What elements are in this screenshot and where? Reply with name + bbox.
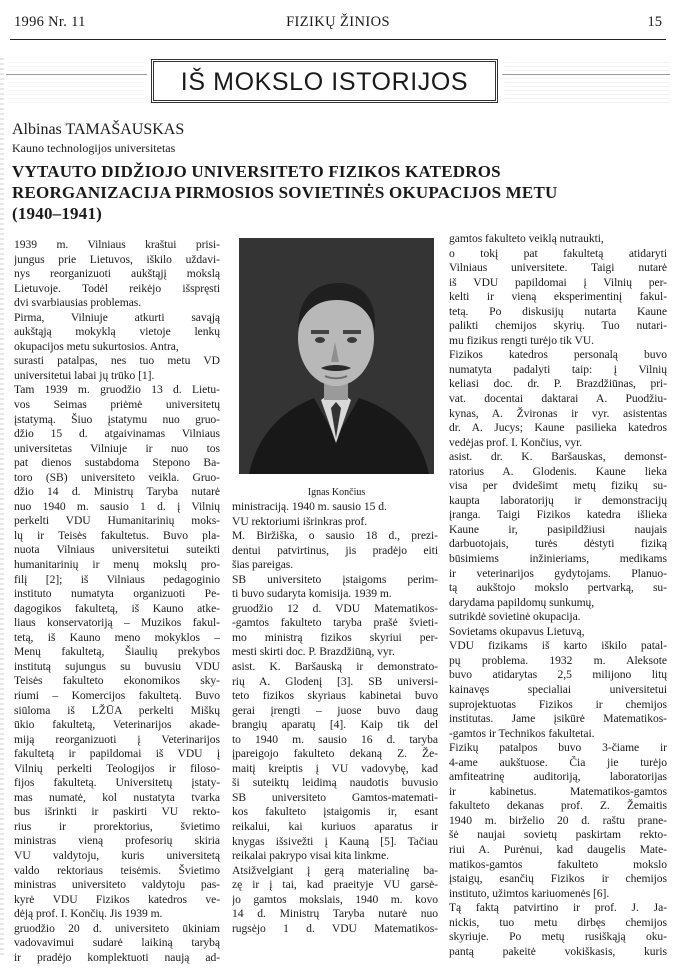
text-line: institutas. Jame įsikūrė Matematikos- — [449, 712, 667, 726]
text-line: įstaigų, esančių Fizikos ir chemijos — [449, 872, 667, 886]
text-line: valdo rektoriaus teisėmis. Švietimo — [14, 863, 220, 877]
text-line: institutą sujungus su buvusiu VDU — [14, 659, 220, 673]
article-title-line: REORGANIZACIJA PIRMOSIOS SOVIETINĖS OKUPACIJOS METU — [12, 183, 558, 202]
text-line: maitį kreiptis į VU vadovybę, kad — [232, 761, 438, 775]
text-line: ši suteiktų leidimą naudotis buvusio — [232, 776, 438, 790]
text-line: rius ir prorektorius, švietimo — [14, 819, 220, 833]
text-line: VU rektoriumi išrinkras prof. — [232, 514, 368, 528]
text-line: ratorius A. Glodenis. Kaune lieka — [449, 464, 667, 478]
text-column-right — [449, 232, 667, 959]
text-line: Lietuvoje. Todėl reikėjo išspręsti — [14, 281, 220, 295]
text-line: dr. A. Jucys; Kaune pasilieka katedros — [449, 421, 667, 435]
text-line: gruodžio 12 d. VDU Matematikos- — [232, 601, 438, 615]
text-line: kyrė VDU Fizikos katedros ve- — [14, 892, 220, 906]
text-line: nickis, tuo metu dirbęs chemijos — [449, 915, 667, 929]
text-line: ti buvo sudaryta komisija. 1939 m. — [232, 587, 392, 601]
running-header — [10, 14, 666, 36]
text-line: Atsižvelgiant į gerą materialinę ba- — [232, 863, 438, 877]
text-line: pų problema. 1932 m. Aleksote — [449, 653, 667, 667]
text-line: miją reorganizuoti į Veterinarijos — [14, 732, 220, 746]
text-line: reikalai pakrypo visai kita linkme. — [232, 849, 389, 863]
text-line: -gamtos fakulteto taryba prašė švieti- — [232, 616, 438, 630]
author-name: Albinas TAMAŠAUSKAS — [12, 121, 185, 138]
text-column-middle — [232, 500, 438, 936]
text-line: surasti patalpas, nes tuo metu VD — [14, 354, 220, 368]
banner-texture-right — [505, 62, 670, 104]
text-line: humanitarinių ir menų mokslų pro- — [14, 558, 220, 572]
text-line: 1939 m. Vilniaus kraštui prisi- — [14, 238, 220, 251]
text-line: džio 14 d. Ministrų Taryba nutarė — [14, 485, 220, 499]
text-line: vat. docentai daktarai A. Puodžiu- — [449, 392, 667, 406]
text-line: gerai įrengti – juose buvo daug — [232, 703, 438, 717]
text-line: 1940 m. birželio 20 d. raštu prane- — [449, 813, 667, 827]
text-line: mesti skirti doc. P. Brazdžiūną, vyr. — [232, 645, 395, 659]
text-line: Tą faktą patvirtino ir prof. J. Ja- — [449, 901, 667, 915]
section-banner — [151, 59, 498, 103]
text-line: pantą pakeitė vokiškasis, kuris — [449, 944, 667, 958]
text-line: kelti ir vieną eksperimentinį fakul- — [449, 290, 667, 304]
text-line: mo ministrą fizikos skyriui per- — [232, 630, 438, 644]
text-line: instituto, užimtos kariuomenės [6]. — [449, 886, 610, 900]
text-line: fakultetą ir papildomai iš VDU į — [14, 747, 220, 761]
text-line: teto fizikos skyriaus kabinetai buvo — [232, 689, 438, 703]
text-line: ministras universiteto valdytoju pas- — [14, 878, 220, 892]
text-line: džio 15 d. atgaivinamas Vilniaus — [14, 427, 220, 441]
page-number: 15 — [647, 14, 662, 30]
text-line: rių A. Glodenį [3]. SB universi- — [232, 674, 438, 688]
text-line: nuo 1940 m. sausio 1 d. į Vilnių — [14, 499, 220, 513]
text-line: ministras vieną profesorių skiria — [14, 834, 220, 848]
text-line: SB universiteto Gamtos-matemati- — [232, 790, 438, 804]
text-column-left — [14, 238, 220, 965]
text-line: VU valdytoju, kuris universitetą — [14, 848, 220, 862]
text-line: būsimiems inžinieriams, medikams — [449, 552, 667, 566]
text-line: fakulteto dekanas prof. Z. Žemaitis — [449, 799, 667, 813]
text-line: buvo atidarytas 2,5 milijono litų — [449, 668, 667, 682]
text-line: Kaune ir, pasipildžiusi naujais — [449, 522, 667, 536]
text-line: mas numatė, kol nustatyta tvarka — [14, 790, 220, 804]
text-line: darbuotojais, turės dėstyti fiziką — [449, 537, 667, 551]
journal-title: FIZIKŲ ŽINIOS — [286, 14, 390, 30]
text-line: ir pradėjo komplektuoti naują ad- — [14, 950, 220, 964]
text-line: amfiteatrinę auditoriją, laboratorijas — [449, 770, 667, 784]
text-line: instituto numatyta organizuoti Pe- — [14, 587, 220, 601]
text-line: gruodžio 20 d. universiteto ūkiniam — [14, 921, 220, 935]
text-line: kos fakulteto įstaigomis ir, esant — [232, 805, 438, 819]
banner-texture-left — [8, 62, 146, 104]
text-line: kainavęs specialiai universitetui — [449, 682, 667, 696]
text-line: vedėjas prof. I. Končius, vyr. — [449, 435, 583, 449]
text-line: ir veterinarijos gydytojams. Planuo- — [449, 566, 667, 580]
text-line: VDU fizikams iš karto iškilo patal- — [449, 639, 667, 653]
article-title-line: VYTAUTO DIDŽIOJO UNIVERSITETO FIZIKOS KATEDROS — [12, 162, 501, 181]
text-line: zę ir į tai, kad praeityje VU garsė- — [232, 878, 438, 892]
text-line: riumi – Komercijos fakultetą. Buvo — [14, 688, 220, 702]
text-line: brangių aparatų [4]. Kaip tik del — [232, 718, 438, 732]
text-line: Teisės fakulteto ekonomikos sky- — [14, 674, 220, 688]
text-line: įpareigojo fakulteto dekaną Z. Že- — [232, 747, 438, 761]
text-line: kynas, A. Žvironas ir vyr. asistentas — [449, 406, 667, 420]
text-line: ministraciją. 1940 m. sausio 15 d. — [232, 500, 387, 513]
article-title-line: (1940–1941) — [12, 204, 103, 223]
text-line: perkelti VDU Humanitarinių moks- — [14, 514, 220, 528]
photo-caption: Ignas Končius — [307, 487, 366, 498]
text-line: tą aukštojo mokslo pertvarką, su- — [449, 581, 667, 595]
text-line: lų ir Teisės fakultetus. Buvo pla- — [14, 528, 220, 542]
text-line: toro (SB) universiteto veikla. Gruo- — [14, 470, 220, 484]
text-line: Vilniaus universitete. Taigi nutarė — [449, 261, 667, 275]
text-line: tetą. Po diskusijų nutarta Kaune — [449, 304, 667, 318]
text-line: skyriuje. Po metų rusiškąją oku- — [449, 930, 667, 944]
text-line: knygas išsivežti į Kauną [5]. Tačiau — [232, 834, 438, 848]
text-line: Fizikų patalpos buvo 3-čiame ir — [449, 741, 667, 755]
text-line: nuota Vilniaus universitetui suteikti — [14, 543, 220, 557]
text-line: aukštąją mokyklą vietoje lenkų — [14, 325, 220, 339]
text-line: jungus prie Lietuvos, iškilo uždavi- — [14, 252, 220, 266]
text-line: dentui patvirtinus, jis pradėjo eiti — [232, 543, 438, 557]
text-line: to 1940 m. sausio 16 d. taryba — [232, 732, 438, 746]
text-line: SB universiteto įstaigoms perim- — [232, 572, 438, 586]
text-line: palikti chemijos skyrių. Tuo nutari- — [449, 319, 667, 333]
text-line: 4-ame aukštuose. Čia jie turėjo — [449, 755, 667, 769]
text-line: šė naujai sovietų paskirtam rekto- — [449, 828, 667, 842]
text-line: universitetas Vilniuje ir nuo tos — [14, 441, 220, 455]
text-line: bus išrinkti ir paskirti VU rekto- — [14, 805, 220, 819]
text-line: universitetui labai jų trūko [1]. — [14, 368, 155, 382]
text-line: Menų fakultetą, Šiaulių prekybos — [14, 645, 220, 659]
text-line: asist. K. Baršauską ir demonstrato- — [232, 660, 438, 674]
banner-rule-left — [6, 74, 147, 75]
text-line: nys reorganizuoti aukštąjį mokslą — [14, 267, 220, 281]
text-line: ir kabinetus. Matematikos-gamtos — [449, 784, 667, 798]
article-title — [12, 161, 557, 224]
text-line: mu fizikus rengti turėjo tik VU. — [449, 333, 595, 347]
text-line: kaupta laboratorijų ir demonstracijų — [449, 493, 667, 507]
text-line: tetą, iš Kauno meno mokyklos – — [14, 630, 220, 644]
text-line: dvi svarbiausias problemas. — [14, 296, 142, 310]
text-line: Fizikos katedros personalą buvo — [449, 348, 667, 362]
text-line: M. Biržiška, o sausio 18 d., prezi- — [232, 529, 438, 543]
portrait-photo — [239, 238, 434, 474]
text-line: matikos-gamtos fakulteto mokslo — [449, 857, 667, 871]
text-line: reikalui, kai kuriuos aparatus ir — [232, 820, 438, 834]
text-line: ūkio fakultetą, Veterinarijos akade- — [14, 718, 220, 732]
text-line: gamtos fakulteto veiklą nutraukti, — [449, 232, 604, 245]
text-line: sutrikdė sovietinė okupacija. — [449, 610, 581, 624]
text-line: Vilnių perkelti Teologijos ir filoso- — [14, 761, 220, 775]
text-line: okupacijos metu sukurtosios. Antra, — [14, 339, 179, 353]
header-rule — [10, 39, 666, 40]
text-line: Sovietams okupavus Lietuvą, — [449, 624, 585, 638]
text-line: 14 d. Ministrų Taryba nutarė nuo — [232, 907, 438, 921]
text-line: numatyta padalyti taip: į Vilnių — [449, 362, 667, 376]
text-line: įstatymą. Šiuo įstatymu nuo gruo- — [14, 412, 220, 426]
issue-number: 1996 Nr. 11 — [14, 14, 86, 30]
text-line: Pirma, Vilniuje atkurti savąją — [14, 310, 220, 324]
text-line: vadovavimui sudarė laikiną tarybą — [14, 936, 220, 950]
text-line: riui A. Purėnui, kad daugelis Mate- — [449, 842, 667, 856]
text-line: fijos fakultetą. Universitetų įstaty- — [14, 776, 220, 790]
author-affiliation: Kauno technologijos universitetas — [12, 141, 176, 155]
banner-rule-right — [502, 74, 670, 75]
text-line: keliasi doc. dr. P. Brazdžiūnas, pri- — [449, 377, 667, 391]
text-line: jo gamtos mokslais, 1940 m. kovo — [232, 892, 438, 906]
scan-edge-artifact — [0, 58, 4, 958]
section-title: IŠ MOKSLO ISTORIJOS — [180, 68, 469, 96]
text-line: visa per dvidešimt metų fizikų su- — [449, 479, 667, 493]
text-line: šias pareigas. — [232, 558, 294, 572]
text-line: suprojektuotas Fizikos ir chemijos — [449, 697, 667, 711]
text-line: dagogikos fakultetą, iš Kauno atke- — [14, 601, 220, 615]
text-line: dėją prof. I. Končių. Jis 1939 m. — [14, 907, 163, 921]
text-line: vos Seimas priėmė universitetų — [14, 398, 220, 412]
text-line: darydama papildomų sunkumų, — [449, 595, 595, 609]
text-line: o tokį pat fakultetą atidaryti — [449, 246, 667, 260]
text-line: rugsėjo 1 d. VDU Matematikos- — [232, 921, 438, 935]
text-line: asist. dr. K. Baršauskas, demonst- — [449, 450, 667, 464]
text-line: liaus konservatoriją – Muzikos fakul- — [14, 616, 220, 630]
text-line: iš VDU papildomai į Vilnių per- — [449, 275, 667, 289]
text-line: siūloma iš LŽŪA perkelti Miškų — [14, 703, 220, 717]
text-line: filį [2]; iš Vilniaus pedagoginio — [14, 572, 220, 586]
text-line: įranga. Taigi Fizikos katedra išlieka — [449, 508, 667, 522]
text-line: pat dienos sustabdoma Stepono Ba- — [14, 456, 220, 470]
text-line: Tam 1939 m. gruodžio 13 d. Lietu- — [14, 383, 220, 397]
portrait-image — [239, 238, 434, 474]
text-line: -gamtos ir Technikos fakultetai. — [449, 726, 595, 740]
